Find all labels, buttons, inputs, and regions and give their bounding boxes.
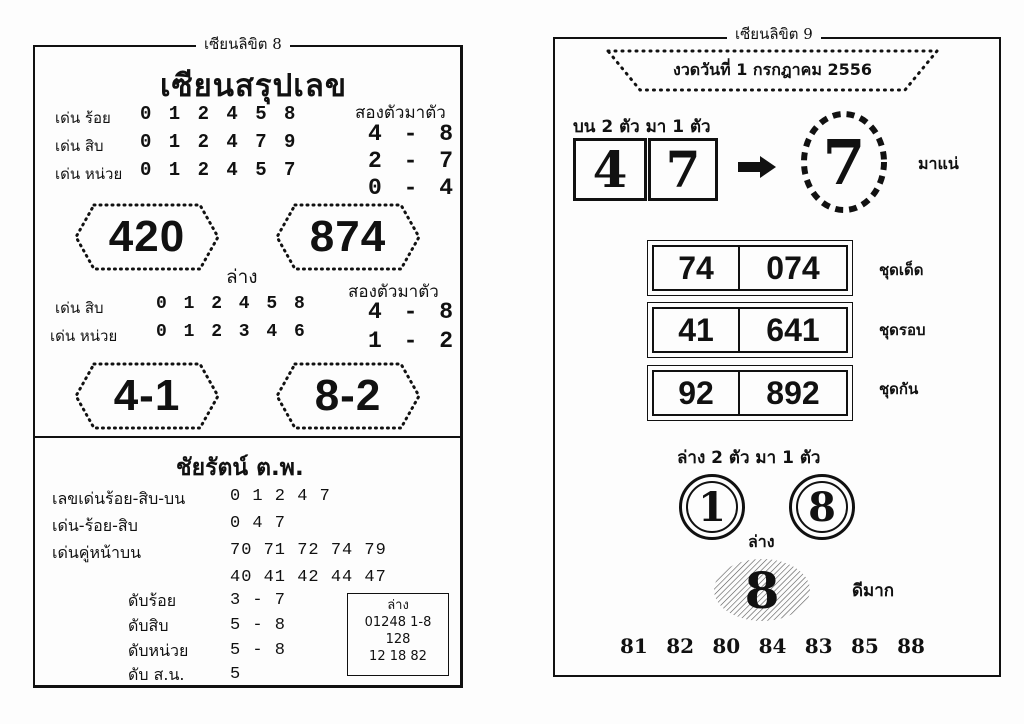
- top-label: บน 2 ตัว มา 1 ตัว: [573, 117, 711, 137]
- section2-row-value: 0 1 2 4 7: [230, 487, 331, 506]
- lower-box-line: 01248 1-8: [364, 615, 432, 630]
- lower-box-line: 128: [385, 632, 411, 647]
- upper-pairs-label: สองตัวมาตัว: [355, 103, 446, 123]
- bottom-number: 80: [712, 634, 741, 658]
- section2-title: ชัยรัตน์ ต.พ.: [176, 455, 304, 481]
- arrow-right-icon: [738, 156, 776, 182]
- featured-digit-circle: [799, 110, 889, 214]
- cut-row-label: ดับร้อย: [128, 591, 177, 610]
- set-three-digit: 074: [766, 249, 820, 286]
- set-two-digit: 41: [654, 309, 740, 351]
- section2-row-label: เลขเด่นร้อย-สิบ-บน: [52, 489, 186, 508]
- great-label: ดีมาก: [852, 581, 895, 601]
- number-set: [647, 302, 853, 358]
- lower-box-title: ล่าง: [387, 598, 409, 613]
- hex-number: 4-1: [113, 371, 181, 420]
- set-two-digit: 92: [654, 372, 740, 414]
- upper-row-label: เด่น ร้อย: [55, 109, 111, 127]
- bottom-number: 81: [620, 634, 648, 658]
- hex-number-box: [273, 360, 423, 432]
- section2-row-value: 70 71 72 74 79: [230, 541, 387, 560]
- cut-row-value: 5 - 8: [230, 616, 287, 635]
- lower-digit: 1: [686, 481, 738, 533]
- hex-number: 8-2: [314, 371, 382, 420]
- number-set: [647, 365, 853, 421]
- bottom-number: 82: [666, 634, 695, 658]
- section2-row-label: เด่น-ร้อย-สิบ: [52, 516, 138, 535]
- lower-row-digits: 0 1 2 4 5 8: [156, 294, 308, 314]
- lower-summary-box: [347, 593, 449, 676]
- lower-single-label: ล่าง: [748, 532, 775, 551]
- cut-row-value: 5 - 8: [230, 641, 287, 660]
- hex-number-box: [72, 360, 222, 432]
- lower-row-label: เด่น หน่วย: [50, 327, 118, 345]
- upper-row-digits: 0 1 2 4 5 8: [140, 103, 299, 125]
- hex-number: 420: [108, 212, 186, 261]
- right-page-label: เซียนลิขิต 9: [727, 22, 821, 46]
- left-page-label: เซียนลิขิต 8: [196, 32, 290, 56]
- featured-label: มาแน่: [918, 154, 959, 173]
- set-two-digit: 74: [654, 247, 740, 289]
- cut-row-value: 3 - 7: [230, 591, 287, 610]
- section2-row-value: 0 4 7: [230, 514, 287, 533]
- section-divider: [35, 436, 461, 438]
- cut-row-label: ดับหน่วย: [128, 641, 189, 660]
- top-digit-box: 7: [648, 138, 718, 201]
- featured-digit: 7: [822, 125, 866, 199]
- number-set: [647, 240, 853, 296]
- bottom-number: 84: [758, 634, 787, 658]
- upper-pair: 4 - 8: [368, 121, 458, 147]
- cut-row-value: 5: [230, 665, 242, 684]
- set-label: ชุดกัน: [879, 380, 919, 398]
- hex-number-box: [273, 201, 423, 273]
- hatched-digit-oval: [712, 557, 812, 623]
- upper-pair: 2 - 7: [368, 148, 458, 174]
- upper-row-digits: 0 1 2 4 7 9: [140, 131, 299, 153]
- left-title: เซียนสรุปเลข: [160, 68, 348, 104]
- set-three-digit: 641: [766, 311, 820, 348]
- lower-digit: 8: [796, 481, 848, 533]
- lower-box-line: 12 18 82: [369, 649, 427, 664]
- upper-pair: 0 - 4: [368, 175, 458, 201]
- upper-row-digits: 0 1 2 4 5 7: [140, 159, 299, 181]
- cut-row-label: ดับ ส.น.: [128, 665, 185, 684]
- lower-row-digits: 0 1 2 3 4 6: [156, 322, 308, 342]
- section2-row-value: 40 41 42 44 47: [230, 568, 387, 587]
- bottom-number: 88: [897, 634, 925, 658]
- lower-two-label: ล่าง 2 ตัว มา 1 ตัว: [677, 448, 821, 468]
- set-three-digit: 892: [766, 374, 820, 411]
- lower-pair: 1 - 2: [368, 328, 458, 354]
- set-label: ชุดรอบ: [879, 321, 926, 339]
- set-label: ชุดเด็ด: [879, 261, 924, 279]
- cut-row-label: ดับสิบ: [128, 616, 169, 635]
- lower-row-label: เด่น สิบ: [55, 299, 104, 317]
- upper-row-label: เด่น สิบ: [55, 137, 104, 155]
- lower-pairs-label: สองตัวมาตัว: [348, 282, 439, 302]
- hex-number-box: [72, 201, 222, 273]
- hatched-digit: 8: [744, 560, 780, 620]
- lower-pair: 4 - 8: [368, 299, 458, 325]
- bottom-number: 83: [804, 634, 833, 658]
- lower-label: ล่าง: [226, 266, 258, 288]
- top-digit-box: 4: [573, 138, 647, 201]
- bottom-number-row: [620, 634, 925, 658]
- date-banner: [605, 48, 940, 93]
- draw-date: งวดวันที่ 1 กรกฎาคม 2556: [673, 60, 872, 79]
- lower-digit-ring: [789, 474, 855, 540]
- section2-row-label: เด่นคู่หน้าบน: [52, 543, 142, 562]
- lower-digit-ring: [679, 474, 745, 540]
- bottom-number: 85: [850, 634, 879, 658]
- upper-row-label: เด่น หน่วย: [55, 165, 123, 183]
- hex-number: 874: [309, 212, 387, 261]
